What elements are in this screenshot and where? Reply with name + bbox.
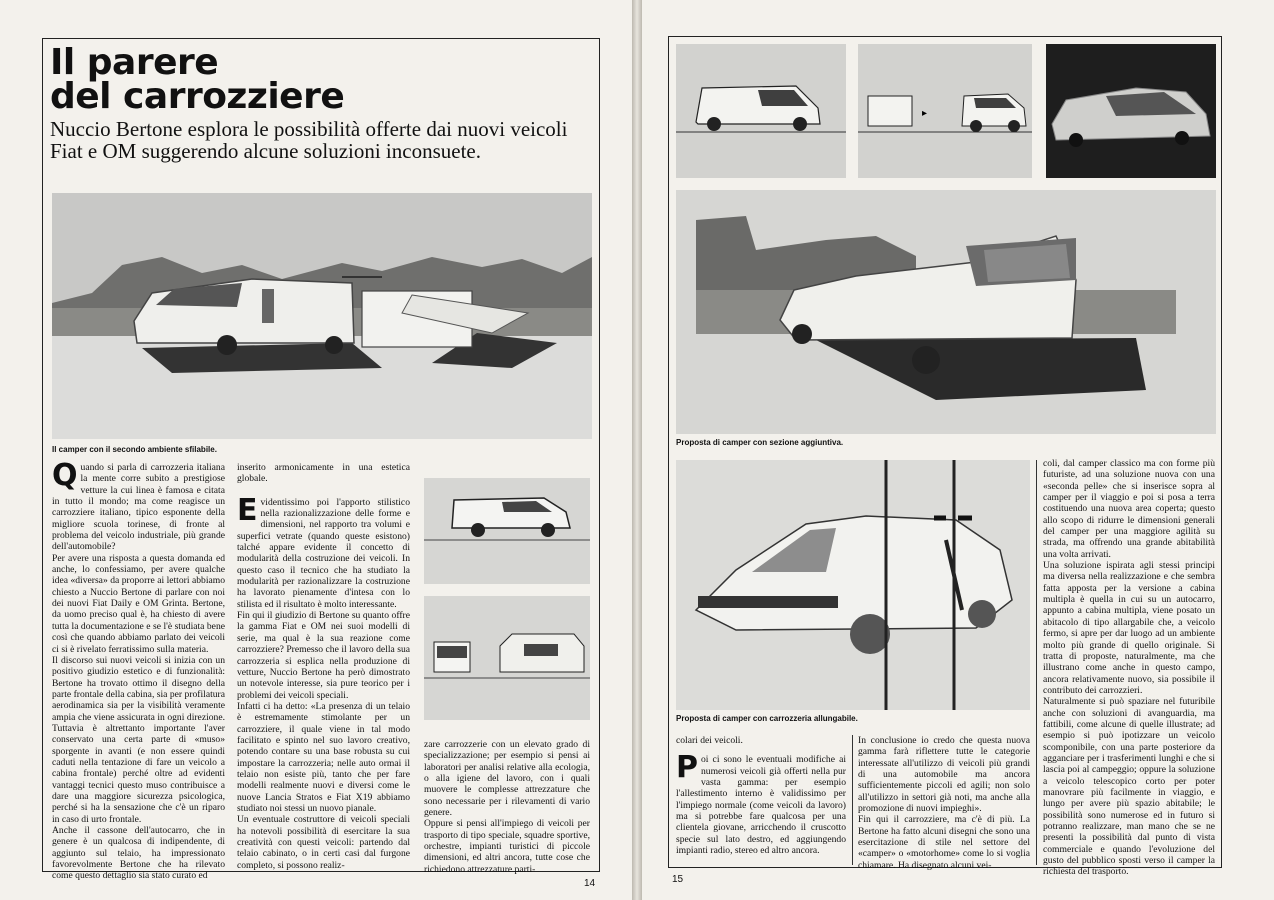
page-gutter xyxy=(632,0,642,900)
photo-top-3 xyxy=(1046,44,1216,178)
dropcap-q: Q xyxy=(52,458,78,493)
column-divider xyxy=(852,735,853,865)
paragraph: Oppure si pensi all'impiego di veicoli per trasporto di tipo speciale, squadre sportive, orchestre, impianti turistici di piccole dimensioni, ed altri ancora, tutte cose che richiedono attrezzature parti- xyxy=(424,818,590,875)
photo-top-1 xyxy=(676,44,846,178)
svg-text:▸: ▸ xyxy=(922,108,928,119)
paragraph: inserito armonicamente in una estetica globale. xyxy=(237,462,410,485)
paragraph: Fin qui il carrozziere, ma c'è di più. La Bertone ha fatto alcuni disegni che sono una esercitazione di stile nel settore del «camper» o «motorhome» come lo si voglia chiamare. Ha disegnato alcuni vei- xyxy=(858,814,1030,871)
page-number-left: 14 xyxy=(584,878,596,889)
page-number-right: 15 xyxy=(672,874,684,885)
paragraph: In conclusione io credo che questa nuova gamma farà riflettere tutte le categorie interessate all'utilizzo di veicoli più grandi di una automobile ma ancora sufficientemente piccoli ed agili; non solo all'utilizzo in settori già noti, ma anche alla promozione di nuovi impieghi». xyxy=(858,735,1030,815)
paragraph: colari dei veicoli. xyxy=(676,735,743,746)
paragraph: Un eventuale costruttore di veicoli speciali ha notevoli possibilità di esercitare la sua creatività con questi veicoli: partendo dal telaio cabinato, o in certi casi dal furgone completo, si possono realiz- xyxy=(237,814,410,871)
text-column-r3 xyxy=(1043,458,1215,878)
illustration-van-side xyxy=(424,478,590,584)
paragraph: Anche il cassone dell'autocarro, che in genere è un qualcosa di indipendente, di aggiunto sul telaio, ha impressionato favorevolmente Bertone che ha rilevato come questo dettaglio sia stato curato ed xyxy=(52,825,225,882)
column-divider xyxy=(1036,460,1037,865)
text-column-3 xyxy=(424,739,590,875)
photo-camper-section xyxy=(676,190,1216,434)
paragraph: Fin qui il giudizio di Bertone su quanto offre la gamma Fiat e OM nei suoi modelli di serie, ma qual è la sua reazione come carrozziere? Premesso che il lavoro della sua carrozzeria si esplica nella produzione di vetture, Nuccio Bertone ha però dimostrato un notevole interesse, sia pure teorico per i problemi dei veicoli speciali. xyxy=(237,610,410,701)
photo-top-2 xyxy=(858,44,1032,178)
paragraph: uando si parla di carrozzeria italiana la mente corre subito a prestigiose vetture la cui linea è famosa e citata in tutto il mondo; ma come reagisce un carrozziere italiano, tipico esponente della migliore scuola torinese, di fronte al problema del veicolo industriale, più grande dell'automobile? xyxy=(52,462,225,553)
article-title xyxy=(50,42,345,117)
text-column-1 xyxy=(52,458,225,882)
paragraph: Il discorso sui nuovi veicoli si inizia con un positivo giudizio estetico e di funzionalità: Bertone ha trovato ottimo il disegno della parte frontale della cabina, sia per profilatura aerodinamica sia per la visibilità veramente ampia che viene assicurata in ogni direzione. Tuttavia è altrettanto importante l'aver conservato una certa parte di «muso» sporgente in avanti (e non essere quindi caduti nella tentazione di fare un veicolo a cabina frontale) perché oltre ad evidenti vantaggi tecnici questo muso contribuisce a dare una maggiore sicurezza psicologica, perché si ha la sensazione che c'è un riparo in caso di urto frontale. xyxy=(52,654,225,825)
paragraph: Infatti ci ha detto: «La presenza di un telaio è estremamente stimolante per un carrozziere, il quale viene in tal modo facilitato e spinto nel suo lavoro creativo, potendo contare su una base robusta su cui impostare la carrozzeria; nelle auto ormai il telaio non esiste più, tanto che per fare modelli realmente nuovi e diversi come le nuove Lancia Stratos e Fiat X19 abbiamo studiato noi stessi un nuovo pianale. xyxy=(237,700,410,814)
photo-camper-extend xyxy=(676,460,1030,710)
paragraph: oi ci sono le eventuali modifiche ai numerosi veicoli già offerti nella pur vasta gamma: per esempio l'allestimento interno è validissimo per l'impiego normale (come veicoli da lavoro) ma si potrebbe fare qualcosa per una clientela giovane, arricchendo il cruscotto specie sul lato destro, ed aggiungendo impianti radio, stereo ed altro ancora. xyxy=(676,754,846,857)
title-line-1: Il parere xyxy=(50,42,219,83)
illustration-van-front-back xyxy=(424,596,590,720)
paragraph: videntissimo poi l'apporto stilistico nella razionalizzazione delle forme e dimensioni, nel rapporto tra volumi e superfici vetrate (quando queste esistono) talché appare evidente il concetto di modularità della costruzione dei veicoli. In questo caso il tecnico che ha studiato la modularità per razionalizzare la costruzione ha lavorato pienamente d'intesa con lo stilista ed il risultato è molto interessante. xyxy=(237,496,410,610)
paragraph: zare carrozzerie con un elevato grado di specializzazione; per esempio si pensi ai laboratori per analisi relative alla ecologia, o alla igiene del lavoro, con i quali muovere le complesse attrezzature che sono necessarie per i rilevamenti di vario genere. xyxy=(424,739,590,819)
paragraph: Naturalmente si può spaziare nel futuribile anche con soluzioni di avanguardia, ma fattibili, come alcune di quelle illustrate; ad esempio si può ipotizzare un veicolo scomponibile, con una parte posteriore da agganciare per i trasferimenti lunghi e che si lascia poi al campeggio; oppure la soluzione a veicolo telescopico corto per poter manovrare più facilmente in viaggio, e lungo per avere più spazio abitabile; le possibilità sono numerose ed in futuro si potranno realizzare, man mano che se ne presenti la possibilità dal punto di vista commerciale e quando l'evoluzione del gusto del pubblico sposti verso il camper la richiesta del trasporto. xyxy=(1043,696,1215,878)
dropcap-p: P xyxy=(676,750,698,786)
text-column-r1 xyxy=(676,735,846,856)
paragraph: coli, dal camper classico ma con forme più futuriste, ad una soluzione nuova con una «seconda pelle» che si inserisce sopra al camper per il viaggio e poi si posa a terra costituendo una nuova area coperta; questo allo scopo di ridurre le dimensioni generali del camper per una maggiore agilità su strada, ma offrendo una grande abitabilità una volta arrivati. xyxy=(1043,458,1215,560)
paragraph: Per avere una risposta a questa domanda ed anche, lo confessiamo, per avere qualche idea «diversa» da proporre ai lettori abbiamo chiesto a Nuccio Bertone di parlare con noi dei nuovi Fiat Daily e OM Grinta. Bertone, da uomo preciso qual è, ha chiesto di avere tutta la documentazione e se l'è studiata bene così che quando abbiamo parlato dei veicoli ci si è rivelato ferratissimo sulla materia. xyxy=(52,552,225,655)
photo-camper-ambient xyxy=(52,193,592,439)
title-line-2: del carrozziere xyxy=(50,76,345,117)
caption-camper-extend: Proposta di camper con carrozzeria allungabile. xyxy=(676,714,858,723)
caption-camper-ambient: Il camper con il secondo ambiente sfilabile. xyxy=(52,445,217,454)
article-subtitle: Nuccio Bertone esplora le possibilità offerte dai nuovi veicoli Fiat e OM suggerendo alcune soluzioni inconsuete. xyxy=(50,117,568,163)
text-column-r2 xyxy=(858,735,1030,871)
paragraph: Una soluzione ispirata agli stessi principi ma diversa nella realizzazione e che sembra fatta apposta per la versione a cabina multipla è quella in cui su un autocarro, appunto a cabina multipla, viene posato un abitacolo di tipo allargabile che, a veicolo fermo, si apre per dar luogo ad un ambiente molto più grande di quello originale. Si tratta di proposte, naturalmente, ma che illustrano come anche in questo campo, ancora relativamente nuovo, sia possibile il contributo dei carrozzieri. xyxy=(1043,560,1215,696)
caption-camper-section: Proposta di camper con sezione aggiuntiva. xyxy=(676,438,844,447)
dropcap-e: E xyxy=(237,492,258,528)
text-column-2 xyxy=(237,462,410,871)
